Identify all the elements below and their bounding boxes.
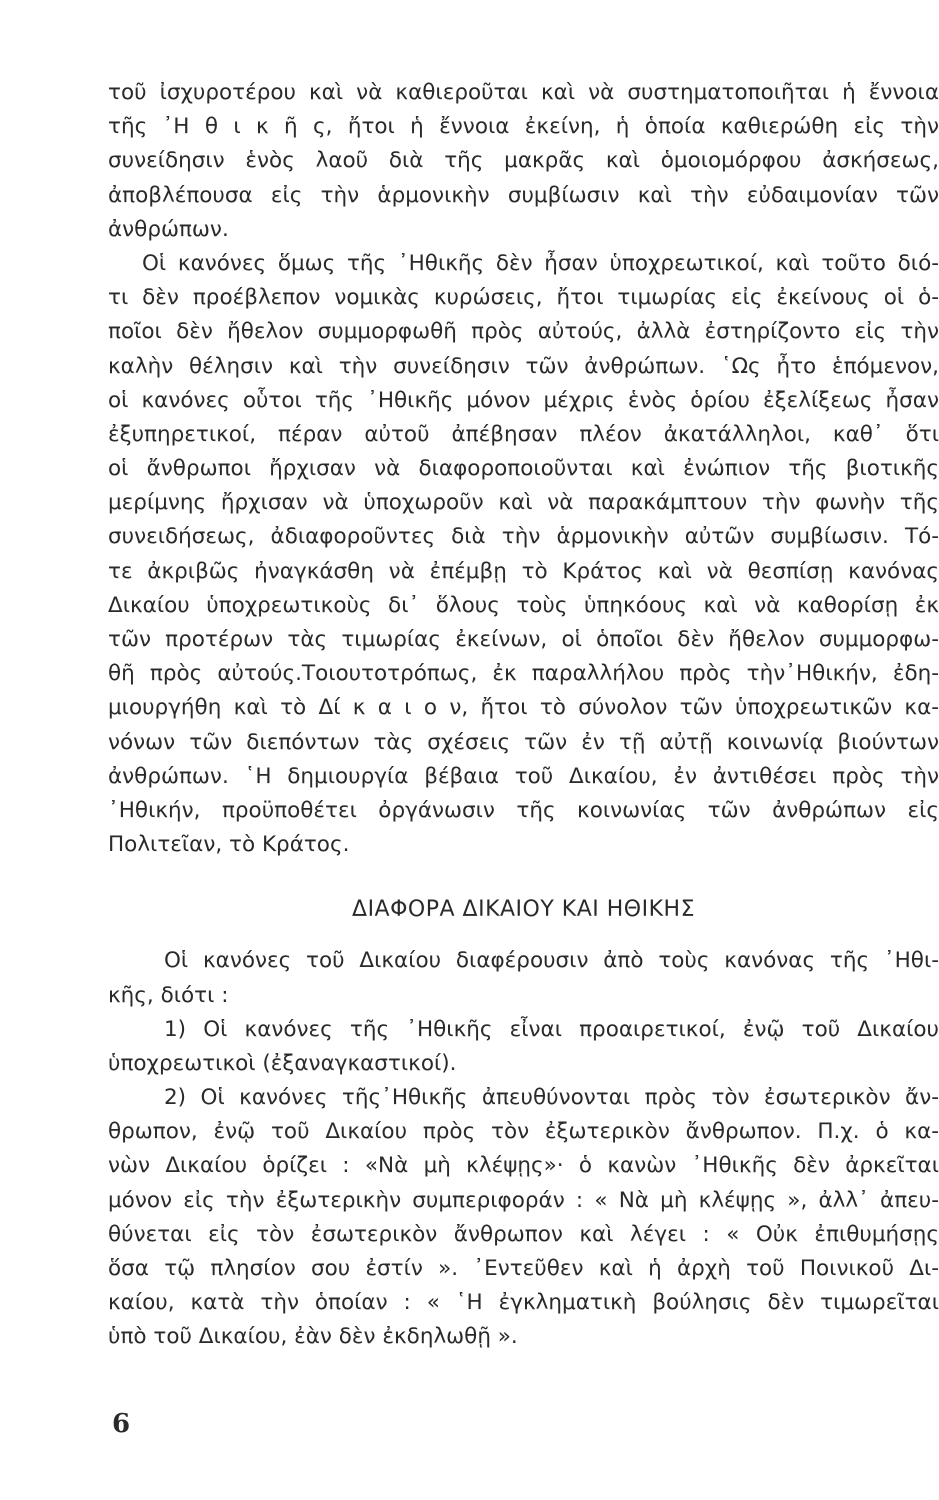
text-line: Οἱ κανόνες ὅμως τῆς ᾿Ηθικῆς δὲν ἦσαν ὑποχρεωτικοί, καὶ τοῦτο διό-: [142, 250, 939, 276]
spacer: [108, 862, 939, 890]
text-line: μιουργήθη καὶ τὸ Δί κ α ι ο ν, ἤτοι τὸ σύνολον τῶν ὑποχρεωτικῶν κα-: [108, 695, 939, 721]
text-line: θρωπον, ἐνῷ τοῦ Δικαίου πρὸς τὸν ἐξωτερικὸν ἄνθρωπον. Π.χ. ὁ κα-: [108, 1119, 939, 1145]
text-line: 2) Οἱ κανόνες τῆς᾿Ηθικῆς ἀπευθύνονται πρὸς τὸν ἐσωτερικὸν ἄν-: [164, 1085, 939, 1111]
text-line: θῆ πρὸς αὐτούς.Τοιουτοτρόπως, ἐκ παραλλήλου πρὸς τὴν᾿Ηθικήν, ἐδη-: [108, 661, 939, 687]
page-number: 6: [112, 1409, 131, 1439]
text-line: ὑπὸ τοῦ Δικαίου, ἐὰν δὲν ἐκδηλωθῇ ».: [108, 1324, 518, 1350]
text-line: Οἱ κανόνες τοῦ Δικαίου διαφέρουσιν ἀπὸ τοὺς κανόνας τῆς ᾿Ηθι-: [164, 948, 939, 974]
text-line: συνείδησιν ἑνὸς λαοῦ διὰ τῆς μακρᾶς καὶ ὁμοιομόρφου ἀσκήσεως,: [108, 148, 939, 174]
text-line: ποῖοι δὲν ἤθελον συμμορφωθῆ πρὸς αὐτούς, ἀλλὰ ἐστηρίζοντο εἰς τὴν: [108, 319, 939, 345]
text-line: οἱ κανόνες οὗτοι τῆς ᾿Ηθικῆς μόνον μέχρις ἑνὸς ὁρίου ἐξελίξεως ἦσαν: [108, 387, 939, 413]
text-line: τῆς ᾿Η θ ι κ ῆ ς, ἤτοι ἡ ἔννοια ἐκείνη, ἡ ὁποία καθιερώθη εἰς τὴν: [108, 114, 939, 140]
text-line: συνειδήσεως, ἀδιαφοροῦντες διὰ τὴν ἁρμονικὴν αὐτῶν συμβίωσιν. Τό-: [108, 524, 939, 550]
text-line: ὑποχρεωτικοὶ (ἐξαναγκαστικοί).: [108, 1050, 457, 1076]
paragraph: [108, 944, 939, 1012]
text-line: ἀνθρώπων. ῾Η δημιουργία βέβαια τοῦ Δικαίου, ἐν ἀντιθέσει πρὸς τὴν: [108, 763, 939, 789]
text-line: νὼν Δικαίου ὁρίζει : «Νὰ μὴ κλέψῃς»· ὁ κανὼν ᾿Ηθικῆς δὲν ἀρκεῖται: [108, 1153, 939, 1179]
page-body: [108, 76, 939, 1355]
text-line: καλὴν θέλησιν καὶ τὴν συνείδησιν τῶν ἀνθρώπων. ῾Ως ἦτο ἑπόμενον,: [108, 353, 939, 379]
text-line: 1) Οἱ κανόνες τῆς ᾿Ηθικῆς εἶναι προαιρετικοί, ἐνῷ τοῦ Δικαίου: [164, 1016, 939, 1042]
text-line: κῆς, διότι :: [108, 982, 229, 1008]
text-line: οἱ ἄνθρωποι ἤρχισαν νὰ διαφοροποιοῦνται καὶ ἐνώπιον τῆς βιοτικῆς: [108, 456, 939, 482]
paragraph: [108, 76, 939, 247]
list-item: [108, 1013, 939, 1081]
paragraph: [108, 247, 939, 862]
text-line: ὅσα τῷ πλησίον σου ἐστίν ». ᾿Εντεῦθεν καὶ ἡ ἀρχὴ τοῦ Ποινικοῦ Δι-: [108, 1256, 939, 1281]
text-line: μερίμνης ἤρχισαν νὰ ὑποχωροῦν καὶ νὰ παρακάμπτουν τὴν φωνὴν τῆς: [108, 490, 939, 516]
section-heading: ΔΙΑΦΟΡΑ ΔΙΚΑΙΟΥ ΚΑΙ ΗΘΙΚΗΣ: [352, 897, 695, 923]
text-line: Δικαίου ὑποχρεωτικοὺς δι᾿ ὅλους τοὺς ὑπηκόους καὶ νὰ καθορίσῃ ἐκ: [108, 592, 939, 618]
text-line: τῶν προτέρων τὰς τιμωρίας ἐκείνων, οἱ ὁποῖοι δὲν ἤθελον συμμορφω-: [108, 627, 939, 652]
text-line: ἀποβλέπουσα εἰς τὴν ἁρμονικὴν συμβίωσιν καὶ τὴν εὐδαιμονίαν τῶν: [108, 182, 939, 208]
text-line: τε ἀκριβῶς ἠναγκάσθη νὰ ἐπέμβῃ τὸ Κράτος καὶ νὰ θεσπίσῃ κανόνας: [108, 558, 939, 584]
text-line: νόνων τῶν διεπόντων τὰς σχέσεις τῶν ἐν τῇ αὐτῇ κοινωνίᾳ βιούντων: [108, 729, 939, 755]
text-line: ἀνθρώπων.: [108, 216, 229, 242]
spacer: [108, 930, 939, 944]
text-line: τοῦ ἰσχυροτέρου καὶ νὰ καθιεροῦται καὶ νὰ συστηματοποιῆται ἡ ἔννοια: [108, 80, 939, 105]
text-line: θύνεται εἰς τὸν ἐσωτερικὸν ἄνθρωπον καὶ λέγει : « Οὐκ ἐπιθυμήσῃς: [108, 1221, 939, 1247]
text-line: ἐξυπηρετικοί, πέραν αὐτοῦ ἀπέβησαν πλέον ἀκατάλληλοι, καθ᾿ ὅτι: [108, 421, 939, 447]
text-line: τι δὲν προέβλεπον νομικὰς κυρώσεις, ἤτοι τιμωρίας εἰς ἐκείνους οἱ ὁ-: [108, 285, 939, 311]
text-line: καίου, κατὰ τὴν ὁποίαν : « ῾Η ἐγκληματικὴ βούλησις δὲν τιμωρεῖται: [108, 1290, 939, 1316]
list-item: [108, 1081, 939, 1355]
text-line: ᾿Ηθικήν, προϋποθέτει ὀργάνωσιν τῆς κοινωνίας τῶν ἀνθρώπων εἰς: [108, 797, 939, 823]
text-line: Πολιτεῖαν, τὸ Κράτος.: [108, 832, 350, 858]
text-line: μόνον εἰς τὴν ἐξωτερικὴν συμπεριφοράν : « Νὰ μὴ κλέψῃς », ἀλλ᾿ ἀπευ-: [108, 1187, 939, 1213]
